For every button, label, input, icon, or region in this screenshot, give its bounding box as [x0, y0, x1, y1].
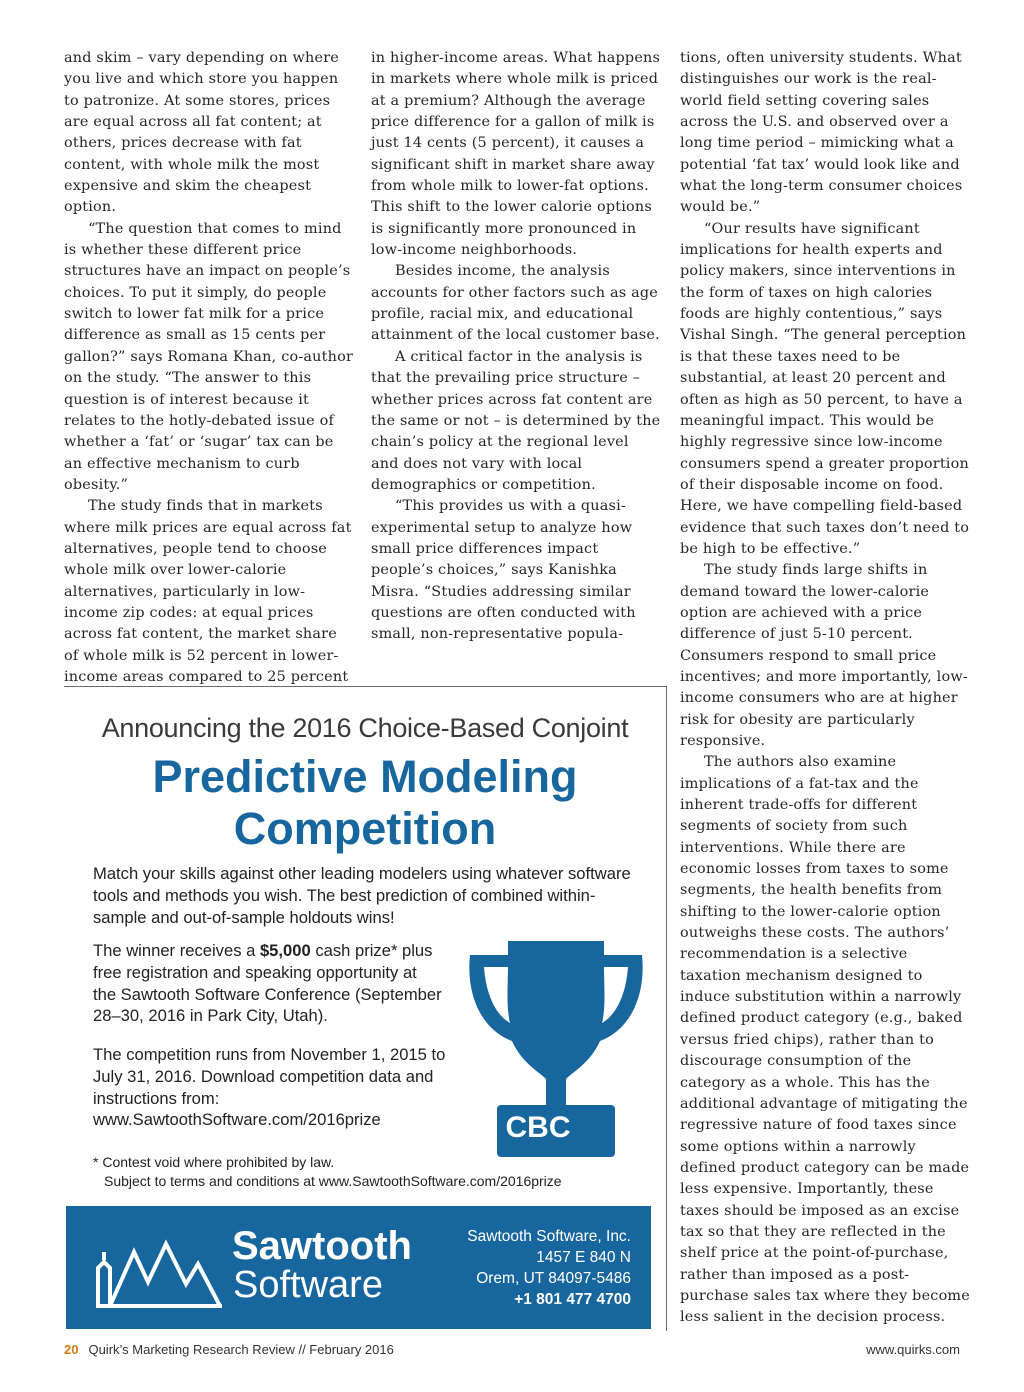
prize-suffix: cash prize* plus free registration and speaking opportunity at the Sawtooth Software Conference (September 28–30, 2016 in Park City, Utah). — [93, 941, 442, 1026]
company-name: Sawtooth Software, Inc. — [467, 1228, 631, 1245]
competition-url-link[interactable]: www.SawtoothSoftware.com/2016prize — [93, 1110, 381, 1130]
paragraph: The study finds that in markets where milk prices are equal across fat alternatives, people tend to choose whole milk over lower-calorie alternatives, particularly in low-income zip codes: at equal prices across fat content, the market share of whole milk is 52 percent in lower-income areas compared to 25 percent — [64, 498, 352, 685]
competition-runs-text: The competition runs from November 1, 2015 to July 31, 2016. Download competition data and instructions from: — [93, 1045, 446, 1108]
paragraph: The study finds large shifts in demand toward the lower-calorie option are achieved with a price difference of just 5-10 percent. Consumers respond to small price incentives; and more importantly, low-income consumers who are at higher risk for obesity are particularly responsive. — [680, 562, 968, 749]
prize-amount: $5,000 — [259, 941, 311, 960]
footer-website-link[interactable]: www.quirks.com — [866, 1342, 960, 1357]
paragraph: and skim – vary depending on where you live and which store you happen to patronize. At some stores, prices are equal across all fat content; at others, prices decrease with fat content, with whole milk the most expensive and skim the cheapest option. — [64, 50, 340, 216]
paragraph: tions, often university students. What distinguishes our work is the real-world field setting covering sales across the U.S. and observed over a long time period – mimicking what a potential ‘fat tax’ would look like and what the long-term consumer choices would be.” — [680, 50, 963, 216]
ad-prize-text — [93, 940, 443, 1027]
company-address — [467, 1226, 631, 1310]
article-column-2 — [371, 48, 661, 646]
fine-print-line-1: * Contest void where prohibited by law. — [93, 1154, 335, 1170]
ad-title — [64, 751, 666, 855]
article-column-1 — [64, 48, 354, 688]
ad-title-line-1: Predictive Modeling — [152, 751, 578, 802]
company-street: 1457 E 840 N — [536, 1249, 631, 1266]
ad-title-line-2: Competition — [233, 803, 497, 854]
paragraph: in higher-income areas. What happens in markets where whole milk is priced at a premium? Although the average price difference for a gallon of milk is just 14 cents (5 percent), it causes a significant shift in market share away from whole milk to lower-fat options. This shift to the lower calorie options is significantly more pronounced in low-income neighborhoods. — [371, 50, 661, 259]
ad-competition-dates — [93, 1044, 463, 1131]
ad-announcement: Announcing the 2016 Choice-Based Conjoint — [101, 713, 629, 743]
paragraph: Besides income, the analysis accounts for other factors such as age profile, racial mix, and educational attainment of the local customer base. — [371, 263, 660, 344]
paragraph: “This provides us with a quasi-experimental setup to analyze how small price differences impact people’s choices,” says Kanishka Misra. “Studies addressing similar questions are often conducted with small, non-representative popula- — [371, 498, 636, 643]
page-number: 20 — [64, 1342, 79, 1357]
fine-print-line-2: Subject to terms and conditions at www.SawtoothSoftware.com/2016prize — [104, 1173, 562, 1189]
trophy-cbc-label: CBC — [505, 1111, 571, 1144]
company-phone: +1 801 477 4700 — [514, 1291, 631, 1308]
company-city: Orem, UT 84097-5486 — [476, 1270, 631, 1287]
article-column-3 — [680, 48, 970, 1329]
prize-prefix: The winner receives a — [93, 941, 260, 960]
paragraph: “Our results have significant implications for health experts and policy makers, since interventions in the form of taxes on high calories foods are highly contentious,” says Vishal Singh. “The general perception is that these taxes need to be substantial, at least 20 percent and often as high as 50 percent, to have a meaningful impact. This would be highly regressive since low-income consumers spend a greater proportion of their disposable income on food. Here, we have compelling field-based evidence that such taxes don’t need to be high to be effective.” — [680, 220, 970, 557]
paragraph: A critical factor in the analysis is that the prevailing price structure –whether prices across fat content are the same or not – is determined by the chain’s policy at the regional level and does not vary with local demographics or competition. — [371, 348, 661, 493]
brand-name-sawtooth: Sawtooth — [232, 1224, 412, 1268]
ad-description: Match your skills against other leading modelers using whatever software tools and methods you wish. The best prediction of combined within-sample and out-of-sample holdouts wins! — [93, 864, 631, 927]
paragraph: “The question that comes to mind is whether these different price structures have an impact on people’s choices. To put it simply, do people switch to lower fat milk for a price difference as small as 15 cents per gallon?” says Romana Khan, co-author on the study. “The answer to this question is of interest because it relates to the hotly-debated issue of whether a ‘fat’ or ‘sugar’ tax can be an effective mechanism to curb obesity.” — [64, 220, 354, 493]
ad-border-right — [666, 686, 667, 1331]
advertisement — [64, 687, 666, 1330]
sawtooth-logo-icon — [94, 1228, 224, 1310]
page-footer-left — [64, 1342, 394, 1357]
publication-info: Quirk’s Marketing Research Review // February 2016 — [88, 1342, 394, 1357]
paragraph: The authors also examine implications of a fat-tax and the inherent trade-offs for different segments of society from such interventions. While there are economic losses from taxes to some segments, the health benefits from shifting to the lower-calorie option outweighs these costs. The authors’ recommendation is a selective taxation mechanism designed to induce substitution within a narrowly defined product category (e.g., baked versus fried chips), rather than to discourage consumption of the category as a whole. This has the additional advantage of mitigating the regressive nature of food taxes since some options within a narrowly defined product category can be made less expensive. Importantly, these taxes should be imposed as an excise tax so that they are reflected in the shelf price at the point-of-purchase, rather than imposed as a post-purchase sales tax where they become less salient in the decision process. — [680, 754, 970, 1326]
brand-name-software: Software — [233, 1264, 383, 1306]
sawtooth-banner[interactable] — [66, 1206, 651, 1329]
